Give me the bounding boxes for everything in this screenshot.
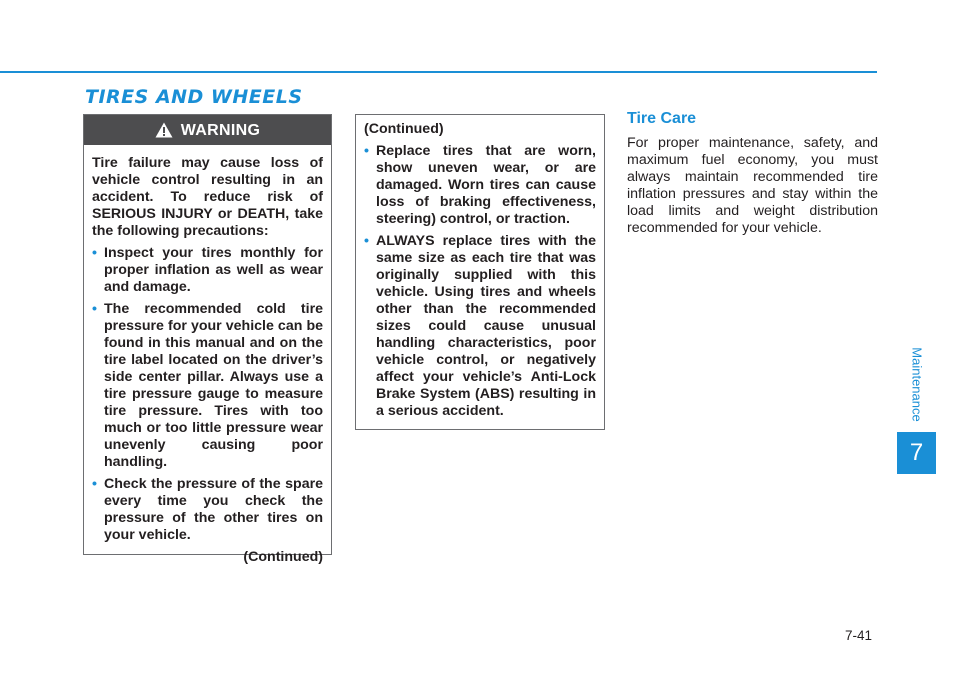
list-item xyxy=(92,476,323,544)
warning-header xyxy=(84,115,331,145)
chapter-label-text: Maintenance xyxy=(909,346,925,422)
bullet-dot-icon: • xyxy=(364,143,369,159)
list-item xyxy=(364,143,596,228)
continued-body xyxy=(356,115,604,428)
warning-intro: Tire failure may cause loss of vehicle control resulting in an accident. To reduce risk of SERIOUS INJURY or DEATH, take the following precautions: xyxy=(92,155,323,239)
chapter-label xyxy=(902,339,932,429)
list-item xyxy=(92,301,323,471)
chapter-number: 7 xyxy=(909,439,924,466)
chapter-tab xyxy=(897,432,936,474)
list-item xyxy=(92,245,323,296)
warning-bullet-list xyxy=(92,245,323,544)
warning-body xyxy=(84,145,331,574)
warning-box xyxy=(83,114,332,565)
bullet-text: The recommended cold tire pressure for your vehicle can be found in this manual and on the tire label located on the driver’s side center pillar. Always use a tire pressure gauge to measure tire pressure. Tires with too much or too little pressure wear unevenly causing poor handling. xyxy=(104,301,323,470)
warning-label: WARNING xyxy=(180,121,261,139)
bullet-text: Check the pressure of the spare every time you check the pressure of the other tires on your vehicle. xyxy=(104,476,323,543)
section-title: TIRES AND WHEELS xyxy=(85,86,303,108)
bullet-dot-icon: • xyxy=(92,245,97,261)
warning-triangle-icon xyxy=(155,122,173,138)
continued-warning-box xyxy=(355,114,605,430)
bullet-text: Inspect your tires monthly for proper inflation as well as wear and damage. xyxy=(104,245,323,295)
top-rule xyxy=(0,71,877,73)
bullet-dot-icon: • xyxy=(92,301,97,317)
continued-label: (Continued) xyxy=(243,549,323,565)
tire-care-title: Tire Care xyxy=(627,110,697,127)
continued-bullet-list xyxy=(364,143,596,420)
list-item xyxy=(364,233,596,420)
tire-care-text: For proper maintenance, safety, and maximum fuel economy, you must always maintain recommended tire inflation pressures and stay within the load limits and weight distribution recommended for your vehicle. xyxy=(627,135,878,236)
bullet-dot-icon: • xyxy=(364,233,369,249)
continued-label: (Continued) xyxy=(364,121,444,137)
bullet-text: Replace tires that are worn, show uneven wear, or are damaged. Worn tires can cause loss of braking effectiveness, steering) control, or traction. xyxy=(376,143,596,227)
bullet-text: ALWAYS replace tires with the same size as each tire that was originally supplied with this vehicle. Using tires and wheels other than the recommended sizes could cause unusual handling characteristics, poor vehicle control, or negatively affect your vehicle’s Anti-Lock Brake System (ABS) resulting in a serious accident. xyxy=(376,233,596,419)
bullet-dot-icon: • xyxy=(92,476,97,492)
page-number: 7-41 xyxy=(845,628,873,643)
